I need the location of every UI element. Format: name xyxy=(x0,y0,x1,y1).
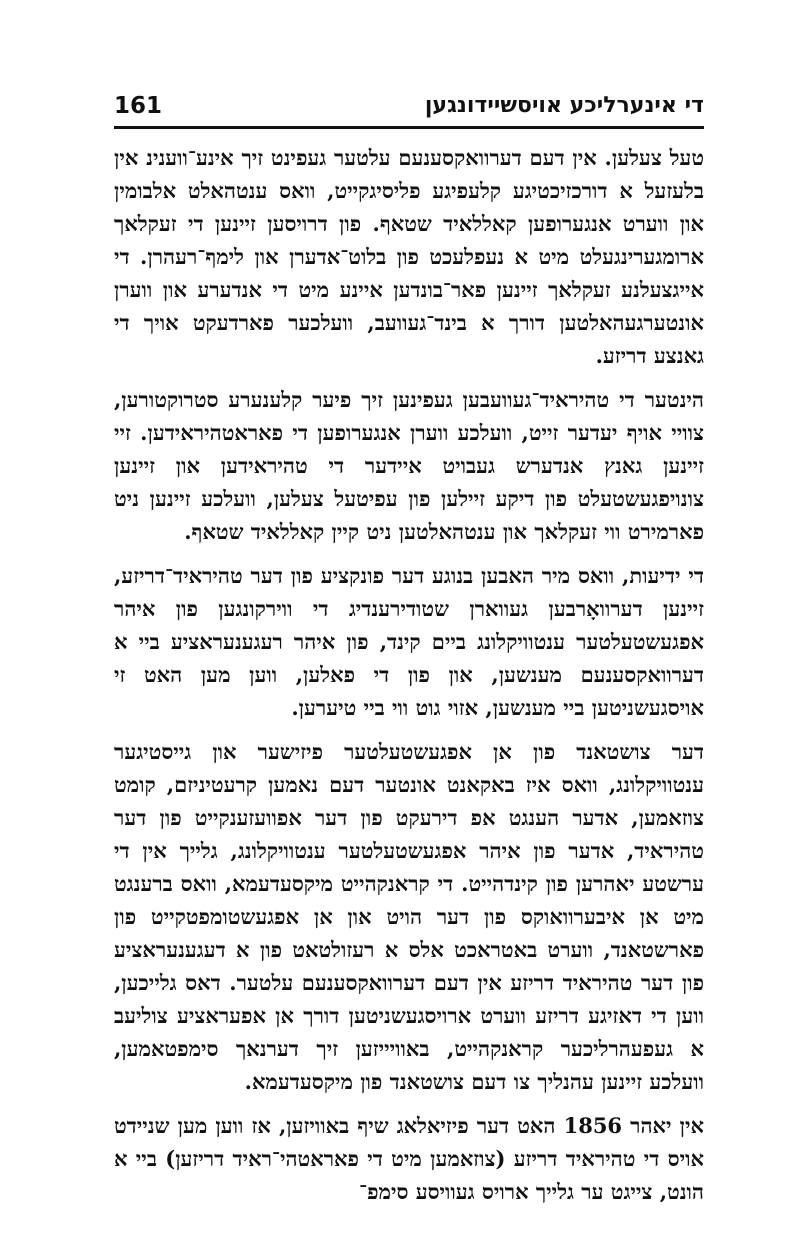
paragraph: אין יאהר 1856 האט דער פיזיאלאג שיף באוויזען, אז ווען מען שניידט אויס די טהיראיד דריזע (צוזאמען מיט די פאראטהי־ראיד דריזען) ביי א הונט, צייגט ער גלייך ארויס געוויסע סימפ־ xyxy=(114,1113,704,1204)
paragraph: די ידיעות, וואס מיר האבען בנוגע דער פונקציע פון דער טהיראיד־דריזע, זיינען דערוואָרבען געווארן שטודירענדיג די ווירקונגען פון איהר אפגעשטעלטער ענטוויקלונג ביים קינד, פון איהר רעגענעראציע ביי א דערוואקסענעם מענשען, און פון די פאלען, ווען מען האט זי אויסגעשניטען ביי מענשען, אזוי גוט ווי ביי טיערען. xyxy=(114,563,704,720)
page-number: 161 xyxy=(114,93,163,119)
paragraph: הינטער די טהיראיד־געוועבען געפינען זיך פיער קלענערע סטרוקטורען, צוויי אויף יעדער זייט, וועלכע ווערן אנגערופען די פאראטהיראידען. זיי זיינען גאנץ אנדערש געבויט איידער די טהיראידען און זיינען צונויפגעשטעלט פון דיקע זיילען פון עפיטעל צעלען, וועלכע זיינען ניט פארמירט ווי זעקלאך און ענטהאלטען ניט קיין קאללאיד שטאף. xyxy=(114,387,704,544)
paragraph: טעל צעלען. אין דעם דערוואקסענעם עלטער געפינט זיך אינע־ווענינ אין בלעזעל א דורכזיכטיגע קלעפיגע פליסיגקייט, וואס ענטהאלט אלבומין און ווערט אנגערופען קאללאיד שטאף. פון דרויסען זיינען די זעקלאך ארומגערינגעלט מיט א נעפלעכט פון בלוט־אדערן און לימף־רעהרן. די אייגצעלנע זעקלאך זיינען פאר־בונדען איינע מיט די אנדערע און ווערן אונטערגעהאלטען דורך א בינד־געוועב, וועלכער פארדעקט אויך די גאנצע דריזע. xyxy=(114,145,704,368)
paragraph: דער צושטאנד פון אן אפגעשטעלטער פיזישער און גייסטיגער ענטוויקלונג, וואס איז באקאנט אונטער דעם נאמען קרעטיניזם, קומט צוזאמען, אדער הענגט אפ דירעקט פון דער אפוועזענקייט פון דער טהיראיד, אדער פון איהר אפגעשטעלטער ענטוויקלונג, גלייך אין די ערשטע יאהרען פון קינדהייט. די קראנקהייט מיקסעדעמא, וואס ברענגט מיט אן איבערוואוקס פון דער הויט און אן אפגעשטומפטקייט פון פארשטאנד, ווערט באטראכט אלס א רעזולטאט פון א דעגענעראציע פון דער טהיראיד דריזע אין דעם דערוואקסענעם עלטער. דאס גלייכען, ווען די דאזיגע דריזע ווערט ארויסגעשניטען דורך אן אפעראציע צוליעב א געפעהרליכער קראנקהייט, באוויייזען זיך דערנאך סימפטאמען, וועלכע זיינען עהנליך צו דעם צושטאנד פון מיקסעדעמא. xyxy=(114,739,704,1094)
running-title: די אינערליכע אויסשיידונגען xyxy=(424,93,704,118)
book-page xyxy=(114,88,704,1204)
page-header xyxy=(114,88,704,129)
page-body xyxy=(114,141,704,1208)
